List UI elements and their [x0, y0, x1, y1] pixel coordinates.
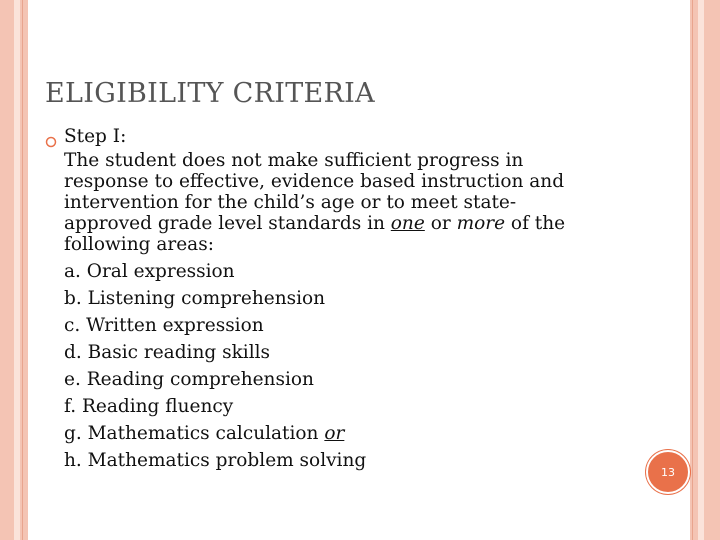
- list-item-h: h. Mathematics problem solving: [64, 450, 367, 471]
- paragraph-line-4-start: approved grade level standards in: [64, 213, 391, 234]
- emphasis-one: one: [390, 213, 425, 234]
- step-heading: Step I:: [64, 126, 127, 147]
- circle-outline-bullet-icon: [45, 136, 57, 148]
- list-item: f. Reading fluency: [64, 396, 234, 417]
- list-item: b. Listening comprehension: [64, 288, 326, 309]
- page-number-badge: [646, 450, 690, 494]
- emphasis-or: or: [324, 423, 345, 444]
- paragraph-line-4-or: or: [424, 213, 457, 234]
- criteria-paragraph: [64, 150, 644, 255]
- list-item: e. Reading comprehension: [64, 369, 314, 390]
- right-border-line: [692, 0, 693, 540]
- slide-title: ELIGIBILITY CRITERIA: [45, 78, 375, 109]
- emphasis-more: more: [456, 213, 506, 234]
- left-border-stripe: [14, 0, 20, 540]
- right-decorative-border: [690, 0, 720, 540]
- paragraph-line-5: following areas:: [64, 234, 214, 255]
- left-border-line: [22, 0, 23, 540]
- paragraph-line-2: response to effective, evidence based instruction and: [64, 171, 565, 192]
- right-border-stripe: [698, 0, 704, 540]
- slide-body: [64, 126, 644, 474]
- list-item: a. Oral expression: [64, 261, 235, 282]
- paragraph-line-1: The student does not make sufficient progress in: [64, 150, 524, 171]
- list-item-g-text: g. Mathematics calculation: [64, 423, 325, 444]
- paragraph-line-4: [64, 213, 644, 234]
- page-number: 13: [661, 465, 675, 479]
- list-item: d. Basic reading skills: [64, 342, 271, 363]
- paragraph-line-4-end: of the: [505, 213, 566, 234]
- paragraph-line-3: intervention for the child’s age or to meet state-: [64, 192, 517, 213]
- list-item-g: [64, 420, 644, 447]
- list-item: c. Written expression: [64, 315, 264, 336]
